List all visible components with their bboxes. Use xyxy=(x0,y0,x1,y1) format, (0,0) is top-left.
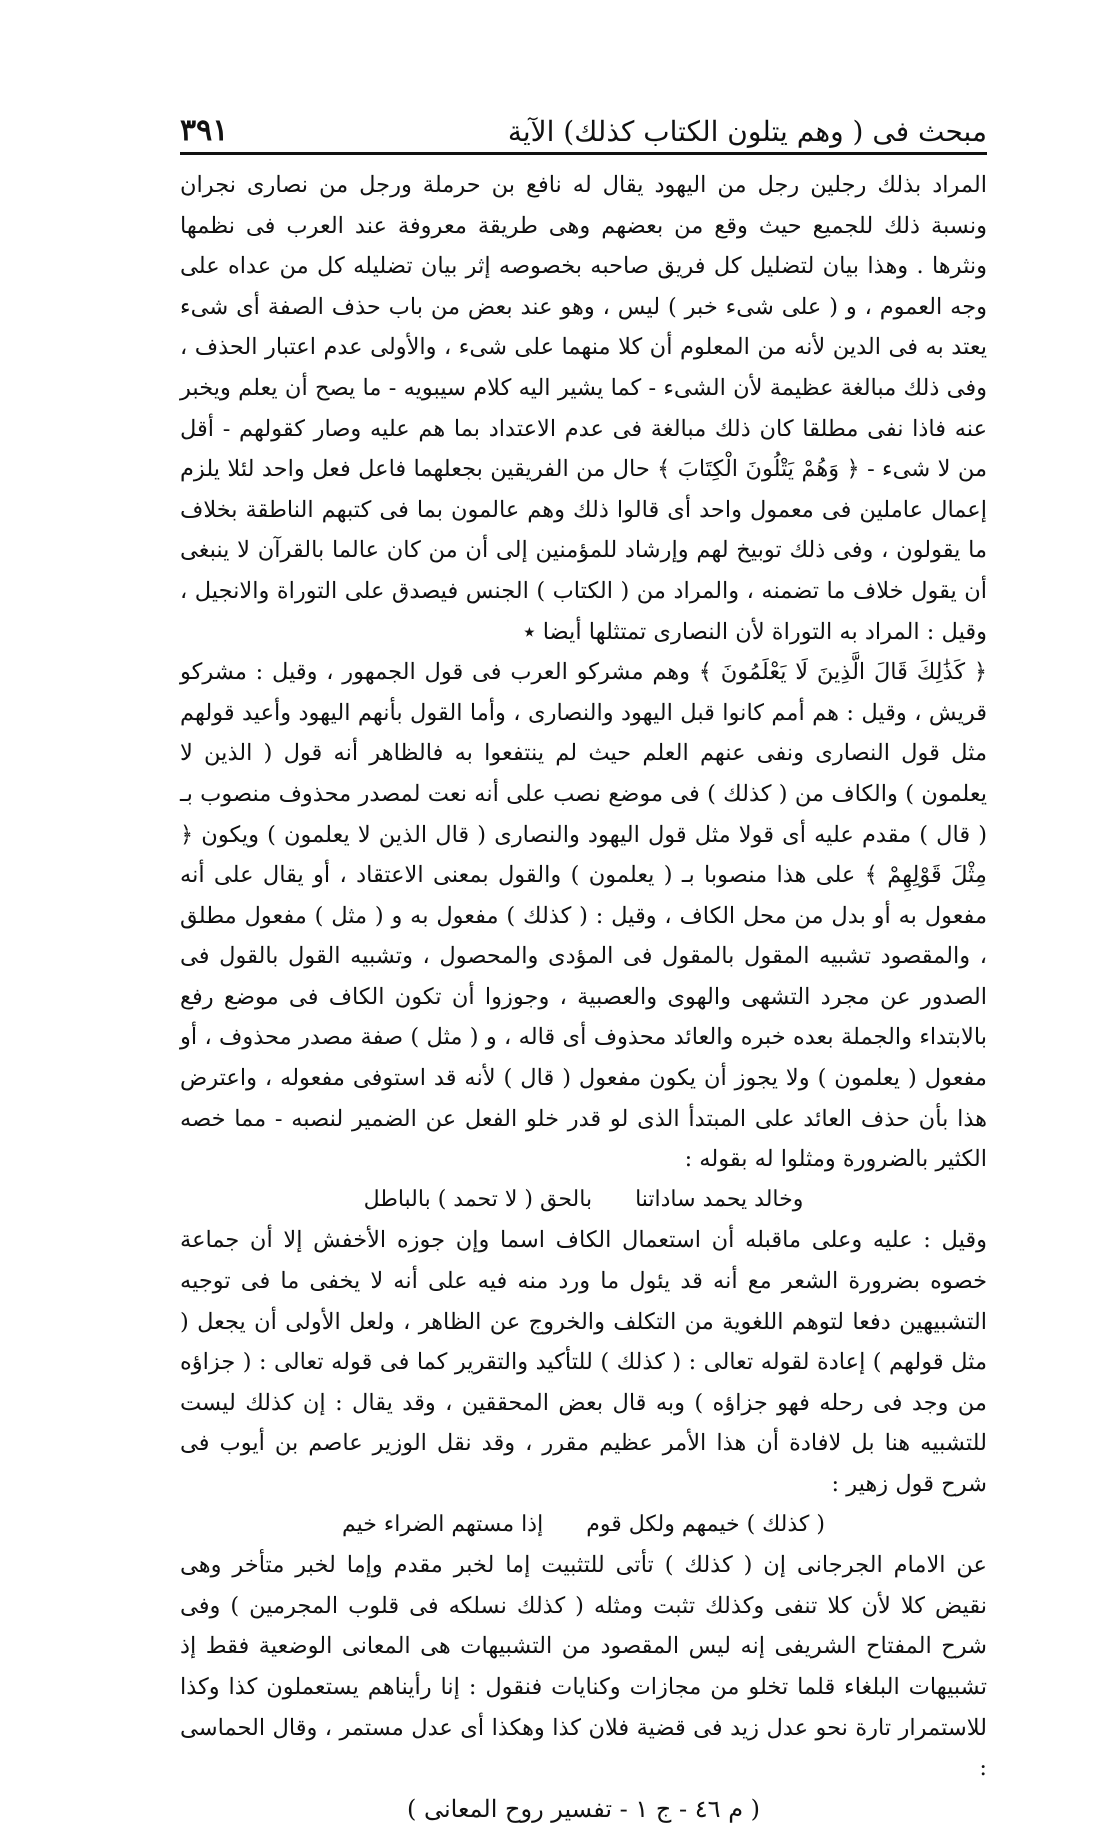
page-number: ٣٩١ xyxy=(180,113,229,148)
body-text xyxy=(180,165,987,1789)
verse-second-hemistich: إذا مستهم الضراء خيم xyxy=(342,1511,544,1537)
paragraph: عن الامام الجرجانى إن ( كذلك ) تأتى للتثبيت إما لخبر مقدم وإما لخبر متأخر وهى نقيض كلا لأن كلا تنفى وكذلك تثبت ومثله ( كذلك نسلكه فى قلوب المجرمين ) وفى شرح المفتاح الشريفى إنه ليس المقصود من التشبيهات هى المعانى الوضعية فقط إذ تشبيهات البلغاء قلما تخلو من مجازات وكنايات فنقول : إنا رأيناهم يستعملون كذا وكذا للاستمرار تارة نحو عدل زيد فى قضية فلان كذا وهكذا أى عدل مستمر ، وقال الحماسى : xyxy=(180,1552,987,1782)
poetry-verse xyxy=(180,1180,987,1221)
verse-first-hemistich: وخالد يحمد ساداتنا xyxy=(635,1186,804,1212)
header-rule xyxy=(180,152,987,155)
paragraph: ﴿ كَذَٰلِكَ قَالَ الَّذِينَ لَا يَعْلَمُونَ ﴾ وهم مشركو العرب فى قول الجمهور ، وقيل : مشركو قريش ، وقيل : هم أمم كانوا قبل اليهود والنصارى ، وأما القول بأنهم اليهود وأعيد قولهم مثل قول النصارى ونفى عنهم العلم حيث لم ينتفعوا به فالظاهر أنه قول ( الذين لا يعلمون ) والكاف من ( كذلك ) فى موضع نصب على أنه نعت لمصدر محذوف منصوب بـ ( قال ) مقدم عليه أى قولا مثل قول اليهود والنصارى ( قال الذين لا يعلمون ) ويكون ﴿ مِثْلَ قَوْلِهِمْ ﴾ على هذا منصوبا بـ ( يعلمون ) والقول بمعنى الاعتقاد ، أو يقال على أنه مفعول به أو بدل من محل الكاف ، وقيل : ( كذلك ) مفعول به و ( مثل ) مفعول مطلق ، والمقصود تشبيه المقول بالمقول فى المؤدى والمحصول ، وتشبيه القول بالقول فى الصدور عن مجرد التشهى والهوى والعصبية ، وجوزوا أن تكون الكاف فى موضع رفع بالابتداء والجملة بعده خبره والعائد محذوف أى قاله ، و ( مثل ) صفة مصدر محذوف ، أو مفعول ( يعلمون ) ولا يجوز أن يكون مفعول ( قال ) لأنه قد استوفى مفعوله ، واعترض هذا بأن حذف العائد على المبتدأ الذى لو قدر خلو الفعل عن الضمير لنصبه - مما خصه الكثير بالضرورة ومثلوا له بقوله : xyxy=(180,659,987,1173)
paragraph: وقيل : عليه وعلى ماقبله أن استعمال الكاف اسما وإن جوزه الأخفش إلا أن جماعة خصوه بضرورة الشعر مع أنه قد يئول ما ورد منه فيه على أنه لا يخفى ما فى توجيه التشبيهين دفعا لتوهم اللغوية من التكلف والخروج عن الظاهر ، ولعل الأولى أن يجعل ( مثل قولهم ) إعادة لقوله تعالى : ( كذلك ) للتأكيد والتقرير كما فى قوله تعالى : ( جزاؤه من وجد فى رحله فهو جزاؤه ) وبه قال بعض المحققين ، وقد يقال : إن كذلك ليست للتشبيه هنا بل لافادة أن هذا الأمر عظيم مقرر ، وقد نقل الوزير عاصم بن أيوب فى شرح قول زهير : xyxy=(180,1227,987,1497)
page-footer: ( م ٤٦ - ج ١ - تفسير روح المعانى ) xyxy=(406,1794,761,1823)
verse-second-hemistich: بالحق ( لا تحمد ) بالباطل xyxy=(363,1186,593,1212)
running-title: مبحث فى ( وهم يتلون الكتاب كذلك) الآية xyxy=(507,115,987,148)
running-header xyxy=(180,108,987,148)
paragraph: المراد بذلك رجلين رجل من اليهود يقال له نافع بن حرملة ورجل من نصارى نجران ونسبة ذلك للجميع حيث وقع من بعضهم وهى طريقة معروفة عند العرب فى نظمها ونثرها . وهذا بيان لتضليل كل فريق صاحبه بخصوصه إثر بيان تضليله كل من عداه على وجه العموم ، و ( على شىء خبر ) ليس ، وهو عند بعض من باب حذف الصفة أى شىء يعتد به فى الدين لأنه من المعلوم أن كلا منهما على شىء ، والأولى عدم اعتبار الحذف ، وفى ذلك مبالغة عظيمة لأن الشىء - كما يشير اليه كلام سيبويه - ما يصح أن يعلم ويخبر عنه فاذا نفى مطلقا كان ذلك مبالغة فى عدم الاعتداد بما هم عليه وصار كقولهم - أقل من لا شىء - ﴿ وَهُمْ يَتْلُونَ الْكِتَابَ ﴾ حال من الفريقين بجعلهما فاعل فعل واحد لئلا يلزم إعمال عاملين فى معمول واحد أى قالوا ذلك وهم عالمون بما فى كتبهم الناطقة بخلاف ما يقولون ، وفى ذلك توبيخ لهم وإرشاد للمؤمنين إلى أن من كان عالما بالقرآن لا ينبغى أن يقول خلاف ما تضمنه ، والمراد من ( الكتاب ) الجنس فيصدق على التوراة والانجيل ، وقيل : المراد به التوراة لأن النصارى تمتثلها أيضا ٭ xyxy=(180,172,987,645)
verse-first-hemistich: ( كذلك ) خيمهم ولكل قوم xyxy=(586,1511,825,1537)
poetry-verse xyxy=(180,1505,987,1546)
